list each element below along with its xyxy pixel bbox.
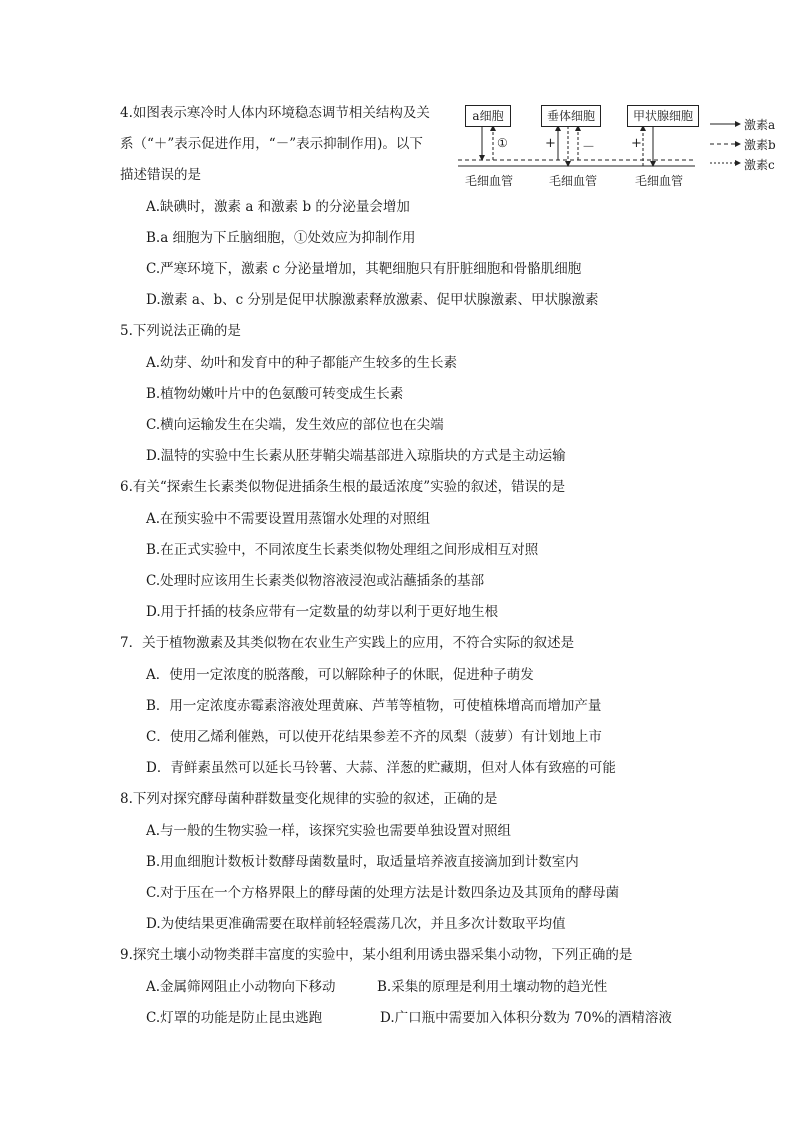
q9-option-d: D.广口瓶中需要加入体积分数为 70%的酒精溶液 <box>380 1010 672 1026</box>
q5-stem: 5.下列说法正确的是 <box>120 323 241 339</box>
circle-one-label: ① <box>497 136 508 150</box>
q7-stem: 7．关于植物激素及其类似物在农业生产实践上的应用，不符合实际的叙述是 <box>120 635 575 651</box>
capillary-label-1: 毛细血管 <box>465 174 514 188</box>
plus-sign-2: + <box>631 136 642 151</box>
q9-option-a: A.金属筛网阻止小动物向下移动 <box>146 979 336 995</box>
q7-option-a: A．使用一定浓度的脱落酸，可以解除种子的休眠，促进种子萌发 <box>146 667 534 683</box>
q7-option-d: D．青鲜素虽然可以延长马铃薯、大蒜、洋葱的贮藏期，但对人体有致癌的可能 <box>146 760 616 776</box>
q9-option-b: B.采集的原理是利用土壤动物的趋光性 <box>377 979 608 995</box>
q5-option-a: A.幼芽、幼叶和发育中的种子都能产生较多的生长素 <box>146 355 458 371</box>
q5-option-d: D.温特的实验中生长素从胚芽鞘尖端基部进入琼脂块的方式是主动运输 <box>146 448 566 464</box>
minus-sign-1: － <box>582 140 596 155</box>
q9-stem: 9.探究土壤小动物类群丰富度的实验中，某小组利用诱虫器采集小动物，下列正确的是 <box>120 947 633 963</box>
q8-stem: 8.下列对探究酵母菌种群数量变化规律的实验的叙述，正确的是 <box>120 791 498 807</box>
q6-option-a: A.在预实验中不需要设置用蒸馏水处理的对照组 <box>146 511 431 527</box>
hormone-regulation-diagram <box>455 100 785 192</box>
q8-option-c: C.对于压在一个方格界限上的酵母菌的处理方法是计数四条边及其顶角的酵母菌 <box>146 885 620 901</box>
q4-stem-line3: 描述错误的是 <box>120 167 201 183</box>
q6-option-d: D.用于扦插的枝条应带有一定数量的幼芽以利于更好地生根 <box>146 604 499 620</box>
capillary-label-2: 毛细血管 <box>549 174 598 188</box>
q6-option-c: C.处理时应该用生长素类似物溶液浸泡或沾蘸插条的基部 <box>146 573 485 589</box>
q4-option-b: B.a 细胞为下丘脑细胞，①处效应为抑制作用 <box>146 230 416 246</box>
q4-stem-line2: 系（“＋”表示促进作用，“－”表示抑制作用)。以下 <box>120 136 423 152</box>
q8-option-d: D.为使结果更准确需要在取样前轻轻震荡几次，并且多次计数取平均值 <box>146 916 566 932</box>
pituitary-cell-box: 垂体细胞 <box>541 105 601 127</box>
plus-sign-1: + <box>545 136 556 151</box>
q6-stem: 6.有关“探索生长素类似物促进插条生根的最适浓度”实验的叙述，错误的是 <box>120 479 566 495</box>
q4-option-d: D.激素 a、b、c 分别是促甲状腺激素释放激素、促甲状腺激素、甲状腺激素 <box>146 292 599 308</box>
q4-stem-line1: 4.如图表示寒冷时人体内环境稳态调节相关结构及关 <box>120 105 430 121</box>
q4-option-c: C.严寒环境下，激素 c 分泌量增加，其靶细胞只有肝脏细胞和骨骼肌细胞 <box>146 261 582 277</box>
legend-hormone-b: 激素b <box>744 138 776 152</box>
q7-option-c: C．使用乙烯利催熟，可以使开花结果参差不齐的凤梨（菠萝）有计划地上市 <box>146 729 602 745</box>
legend-hormone-c: 激素c <box>744 158 775 172</box>
thyroid-cell-box: 甲状腺细胞 <box>627 105 699 127</box>
q5-option-b: B.植物幼嫩叶片中的色氨酸可转变成生长素 <box>146 386 404 402</box>
q8-option-b: B.用血细胞计数板计数酵母菌数量时，取适量培养液直接滴加到计数室内 <box>146 854 579 870</box>
q7-option-b: B．用一定浓度赤霉素溶液处理黄麻、芦苇等植物，可使植株增高而增加产量 <box>146 698 602 714</box>
q6-option-b: B.在正式实验中，不同浓度生长素类似物处理组之间形成相互对照 <box>146 542 539 558</box>
q8-option-a: A.与一般的生物实验一样，该探究实验也需要单独设置对照组 <box>146 823 512 839</box>
q5-option-c: C.横向运输发生在尖端，发生效应的部位也在尖端 <box>146 417 444 433</box>
a-cell-box: a细胞 <box>465 105 511 127</box>
q9-option-c: C.灯罩的功能是防止昆虫逃跑 <box>146 1010 323 1026</box>
q4-option-a: A.缺碘时，激素 a 和激素 b 的分泌量会增加 <box>146 199 410 215</box>
legend-hormone-a: 激素a <box>744 118 776 132</box>
capillary-label-3: 毛细血管 <box>635 174 684 188</box>
